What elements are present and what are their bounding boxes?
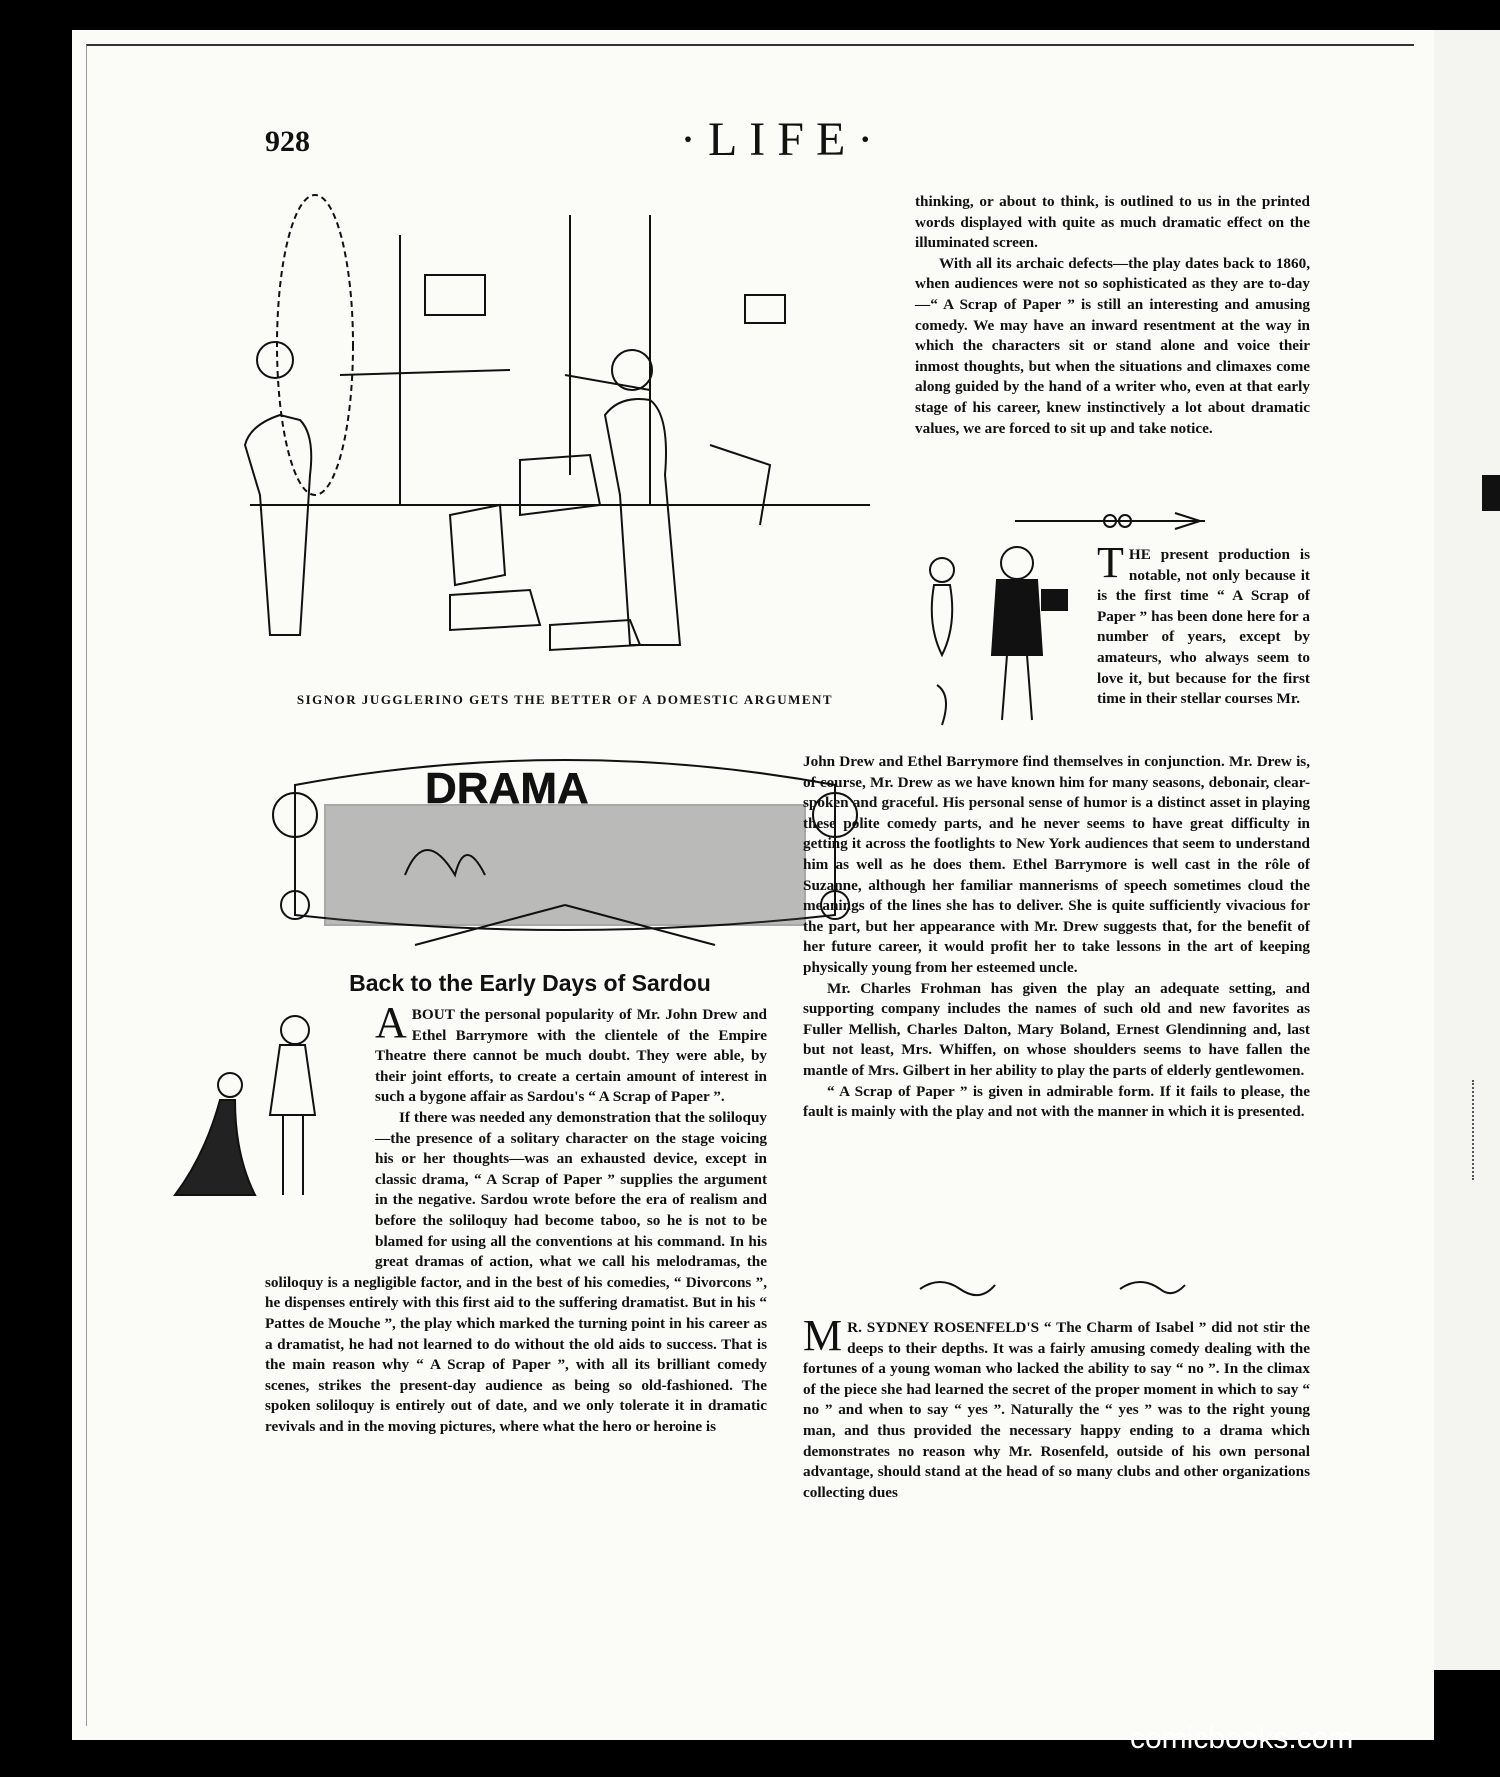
float-spacer [265,1005,375,1260]
page-number: 928 [265,125,310,158]
right-column [915,192,1310,439]
waiter-cartoon [912,545,1102,735]
left-column [265,998,767,1437]
drop-cap: A [375,998,407,1047]
watermark: comicbooks.com [1130,1722,1354,1755]
drama-banner-title: DRAMA [425,764,589,813]
article-headline: Back to the Early Days of Sardou [349,970,711,996]
paragraph: thinking, or about to think, is outlined to us in the printed words displayed with quite as much dramatic effect on the illuminated screen. [915,193,1310,252]
drop-cap: M [803,1311,843,1360]
paragraph-text: HE present production is notable, not only because it is the first time “ A Scrap of Paper ” has been done here for a number of years, except by amateurs, who always seem to love it, but because for the first time in their stellar courses Mr. [1097,546,1310,708]
masthead: ·LIFE· [680,113,886,166]
drop-cap: T [1097,538,1124,587]
paragraph-text: BOUT the personal popularity of Mr. John Drew and Ethel Barrymore with the clientele of the Empire Theatre there cannot be much doubt. They were able, by their joint efforts, to create a certain amount of interest in such a bygone affair as Sardou's “ A Scrap of Paper ”. [375,1006,767,1106]
facing-page-edge [1434,30,1500,1670]
paragraph: John Drew and Ethel Barrymore find themselves in conjunction. Mr. Drew is, of course, Mr. Drew as we have known him for many seasons, debonair, clear-spoken and graceful. His personal sense of humor is a distinct asset in playing these polite comedy parts, and he never seems to have great difficulty in getting it across the footlights to New York audiences that seem to understand him as well as he does them. Ethel Barrymore is well cast in the rôle of Suzanne, although her familiar mannerisms of speech sometimes cloud the meanings of the lines she has to deliver. She is quite sufficiently vivacious for the part, but her appearance with Mr. Drew suggests that, for the benefit of her future career, it would profit her to take lessons in the art of keeping physically young from her esteemed uncle. [803,753,1310,976]
right-column-narrow [1097,538,1310,710]
facing-page-mark [1482,475,1500,511]
cartoon-caption: SIGNOR JUGGLERINO GETS THE BETTER OF A DOMESTIC ARGUMENT [296,692,834,707]
paragraph: If there was needed any demonstration that the soliloquy—the presence of a solitary character on the stage voicing his or her thoughts—was an exhausted device, except in classic drama, “ A Scrap of Paper ” supplies the argument in the negative. Sardou wrote before the era of realism and before the soliloquy had become taboo, so he is not to be blamed for using all the conventions at his command. In his great dramas of action, what we call his melodramas, the soliloquy is a negligible factor, and in the best of his comedies, “ Divorcons ”, he dispenses entirely with this first aid to the suffering dramatist. But in his “ Pattes de Mouche ”, the play which marked the turning point in his career as a dramatist, he had not learned to do without the old aids to success. That is the main reason why “ A Scrap of Paper ”, with all its brilliant comedy scenes, strikes the present-day audience as being so old-fashioned. The spoken soliloquy is entirely out of date, and we only tolerate it in dramatic revivals and in the moving pictures, where what the hero or heroine is [265,1108,767,1435]
paragraph: With all its archaic defects—the play dates back to 1860, when audiences were not so sophisticated as they are to-day—“ A Scrap of Paper ” is still an interesting and amusing comedy. We may have an inward resentment at the way in which the characters sit or stand alone and voice their inmost thoughts, but when the situations and climaxes come along guided by the hand of a writer who, even at that early stage of his career, knew instinctively a lot about dramatic values, we are forced to sit up and take notice. [915,254,1310,437]
right-column-wide [803,752,1310,1123]
juggler-cartoon [150,175,880,685]
drama-banner [265,745,865,955]
paragraph-text: R. SYDNEY ROSENFELD'S “ The Charm of Isabel ” did not stir the deeps to their depths. It was a fairly amusing comedy dealing with the fortunes of a young woman who lacked the ability to say “ no ”. In the climax of the piece she had learned the secret of the proper moment in which to say “ no ” and when to say “ yes ”. Naturally the “ yes ” was to the right young man, and thus provided the necessary happy ending to a drama which demonstrates no reason why Mr. Rosenfeld, outside of his own personal advantage, should stand at the head of so many clubs and other organizations collecting dues [803,1319,1310,1501]
ornament-divider-lower [910,1275,1190,1303]
right-column-bottom [803,1311,1310,1503]
ornament-divider [1015,510,1205,532]
paragraph: Mr. Charles Frohman has given the play an adequate setting, and supporting company includes the names of such old and new favorites as Fuller Mellish, Charles Dalton, Mary Boland, Ernest Glendinning and, last but not least, Mrs. Whiffen, on whose shoulders seems to have fallen the mantle of Mrs. Gilbert in her ability to play the parts of elderly gentlewomen. [803,979,1310,1079]
paragraph: “ A Scrap of Paper ” is given in admirable form. If it fails to please, the fault is mainly with the play and not with the manner in which it is presented. [803,1082,1310,1121]
paragraph [1097,538,1310,710]
paragraph [803,1311,1310,1503]
facing-page-scribble [1472,1080,1498,1180]
